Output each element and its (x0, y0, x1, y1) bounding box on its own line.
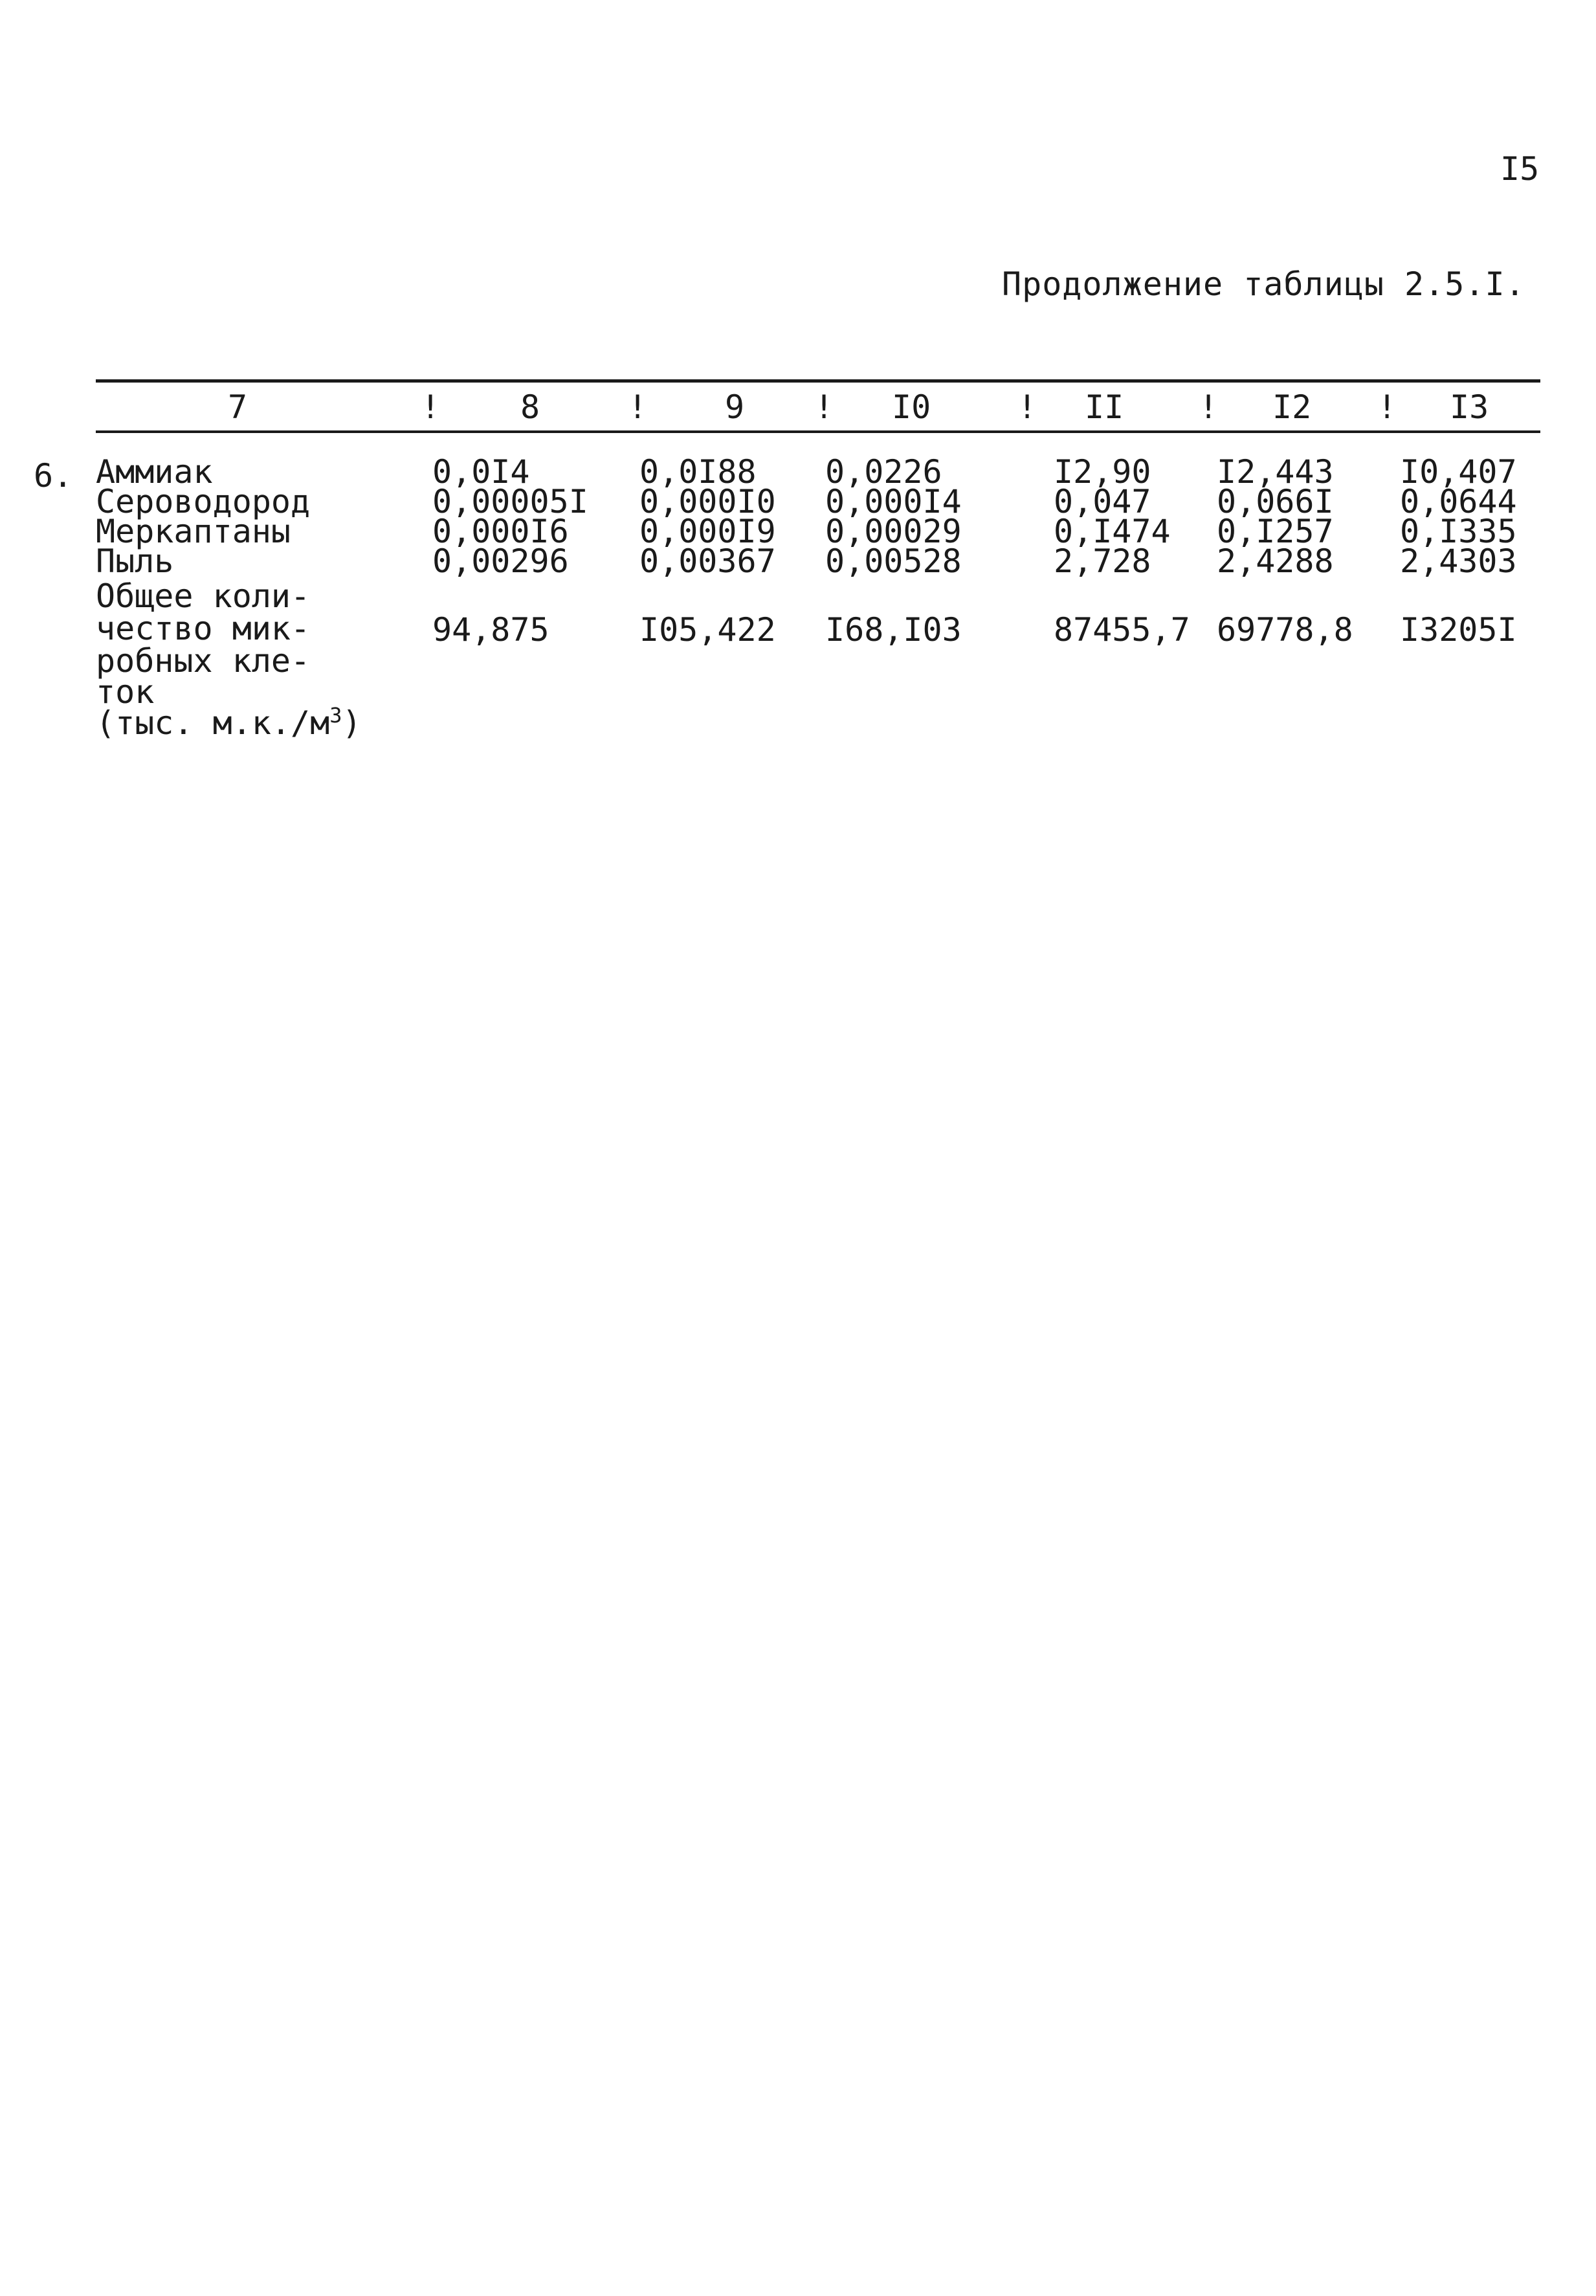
column-12-values (1217, 453, 1353, 649)
column-separator: ! (421, 388, 441, 426)
cell-ammonia-10: 0,0226 (825, 453, 942, 491)
column-header-7: 7 (228, 388, 248, 426)
cell-microbes-13: I3205I (1400, 611, 1517, 649)
cell-dust-13: 2,4303 (1400, 542, 1517, 580)
table-caption: Продолжение таблицы 2.5.I. (1002, 265, 1525, 303)
cell-mercaptans-13: 0,I335 (1400, 513, 1517, 550)
cell-microbes-11: 87455,7 (1054, 611, 1190, 649)
label-microbes-line-1: Общее коли- (96, 577, 311, 615)
column-header-13: I3 (1450, 388, 1489, 426)
column-separator: ! (814, 388, 834, 426)
cell-ammonia-8: 0,0I4 (432, 453, 530, 491)
row-number: 6. (34, 457, 73, 495)
cell-microbes-10: I68,I03 (825, 611, 962, 649)
column-11-values (1054, 453, 1190, 649)
cell-ammonia-13: I0,407 (1400, 453, 1517, 491)
cell-h2s-10: 0,000I4 (825, 483, 962, 520)
cell-h2s-11: 0,047 (1054, 483, 1151, 520)
column-header-9: 9 (725, 388, 745, 426)
cell-ammonia-11: I2,90 (1054, 453, 1151, 491)
cell-microbes-8: 94,875 (432, 611, 549, 649)
cell-h2s-12: 0,066I (1217, 483, 1334, 520)
cell-ammonia-12: I2,443 (1217, 453, 1334, 491)
cell-microbes-12: 69778,8 (1217, 611, 1353, 649)
cell-dust-8: 0,00296 (432, 542, 569, 580)
column-header-12: I2 (1272, 388, 1312, 426)
label-ammonia: Аммиак (96, 453, 213, 491)
column-13-values (1400, 453, 1517, 649)
column-separator: ! (628, 388, 648, 426)
column-separator: ! (1199, 388, 1219, 426)
cell-ammonia-9: 0,0I88 (639, 453, 757, 491)
column-9-values (639, 453, 776, 649)
label-microbes-line-4: ток (96, 673, 155, 711)
cell-mercaptans-9: 0,000I9 (639, 513, 776, 550)
label-hydrogen-sulfide: Сероводород (96, 483, 311, 520)
column-header-11: II (1085, 388, 1124, 426)
cell-dust-11: 2,728 (1054, 542, 1151, 580)
cell-dust-10: 0,00528 (825, 542, 962, 580)
label-microbes-line-2: чество мик- (96, 610, 311, 647)
column-header-10: I0 (892, 388, 931, 426)
label-dust: Пыль (96, 542, 174, 580)
label-mercaptans: Меркаптаны (96, 513, 291, 550)
table-rule-bottom (96, 430, 1540, 433)
page-number: I5 (1500, 150, 1540, 188)
cell-h2s-13: 0,0644 (1400, 483, 1517, 520)
cell-dust-9: 0,00367 (639, 542, 776, 580)
cell-mercaptans-10: 0,00029 (825, 513, 962, 550)
cell-mercaptans-11: 0,I474 (1054, 513, 1171, 550)
column-header-8: 8 (520, 388, 540, 426)
label-microbes-line-3: робных кле- (96, 642, 311, 680)
cell-mercaptans-12: 0,I257 (1217, 513, 1334, 550)
cell-dust-12: 2,4288 (1217, 542, 1334, 580)
units-superscript: 3 (329, 703, 342, 728)
table-rule-top (96, 379, 1540, 383)
label-microbes-units (96, 703, 362, 742)
units-text: (тыс. м.к./м (96, 704, 330, 742)
cell-h2s-8: 0,00005I (432, 483, 588, 520)
units-close: ) (342, 704, 362, 742)
cell-mercaptans-8: 0,000I6 (432, 513, 569, 550)
column-10-values (825, 453, 962, 649)
column-8-values (432, 453, 588, 649)
column-separator: ! (1377, 388, 1397, 426)
cell-h2s-9: 0,000I0 (639, 483, 776, 520)
cell-microbes-9: I05,422 (639, 611, 776, 649)
column-separator: ! (1017, 388, 1037, 426)
